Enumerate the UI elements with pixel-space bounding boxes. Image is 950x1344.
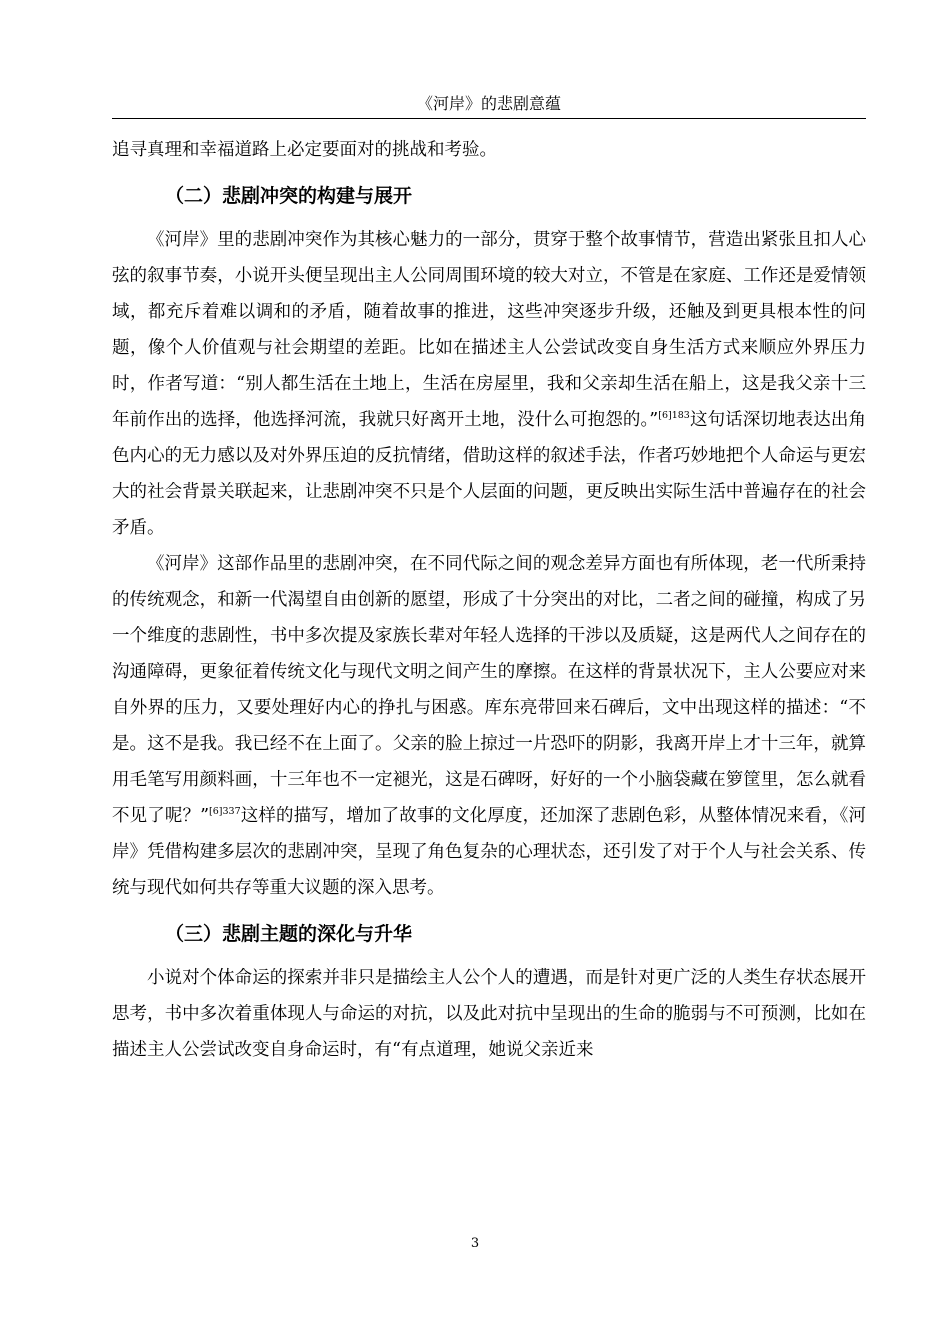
paragraph-text: 这样的描写，增加了故事的文化厚度，还加深了悲剧色彩，从整体情况来看，《河岸》凭借构建多层次的悲剧冲突，呈现了角色复杂的心理状态，还引发了对于个人与社会关系、传统与现代如何共存等重大议题的深入思考。 <box>112 806 867 898</box>
paragraph-text: 《河岸》这部作品里的悲剧冲突，在不同代际之间的观念差异方面也有所体现，老一代所秉持的传统观念，和新一代渴望自由创新的愿望，形成了十分突出的对比，二者之间的碰撞，构成了另一个维度的悲剧性，书中多次提及家族长辈对年轻人选择的干涉以及质疑，这是两代人之间存在的沟通障碍，更象征着传统文化与现代文明之间产生的摩擦。在这样的背景状况下，主人公要应对来自外界的压力，又要处理好内心的挣扎与困惑。库东亮带回来石碑后，文中出现这样的描述：“不是。这不是我。我已经不在上面了。父亲的脸上掠过一片恐吓的阴影，我离开岸上才十三年，就算用毛笔写用颜料画，十三年也不一定褪光，这是石碑呀，好好的一个小脑袋藏在箩筐里，怎么就看不见了呢？” <box>112 554 866 826</box>
header-title: 《河岸》的悲剧意蕴 <box>416 94 561 113</box>
paragraph-text: 这句话深切地表达出角色内心的无力感以及对外界压迫的反抗情绪，借助这样的叙述手法，作者巧妙地把个人命运与更宏大的社会背景关联起来，让悲剧冲突不只是个人层面的问题，更反映出实际生活中普遍存在的社会矛盾。 <box>112 410 866 538</box>
section-heading-tragic-conflict: （二）悲剧冲突的构建与展开 <box>165 185 413 207</box>
paragraph-conflict-2 <box>112 546 866 906</box>
page-number: 3 <box>470 1236 480 1251</box>
running-header <box>112 92 866 119</box>
citation-superscript: [6]337 <box>209 806 241 817</box>
intro-line: 追寻真理和幸福道路上必定要面对的挑战和考验。 <box>112 140 497 160</box>
paragraph-text: 《河岸》里的悲剧冲突作为其核心魅力的一部分，贯穿于整个故事情节，营造出紧张且扣人心弦的叙事节奏，小说开头便呈现出主人公同周围环境的较大对立，不管是在家庭、工作还是爱情领域，都充斥着难以调和的矛盾，随着故事的推进，这些冲突逐步升级，还触及到更具根本性的问题，像个人价值观与社会期望的差距。比如在描述主人公尝试改变自身生活方式来顺应外界压力时，作者写道：“别人都生活在土地上，生活在房屋里，我和父亲却生活在船上，这是我父亲十三年前作出的选择，他选择河流，我就只好离开土地，没什么可抱怨的。” <box>112 230 866 430</box>
paragraph-theme-1: 小说对个体命运的探索并非只是描绘主人公个人的遭遇，而是针对更广泛的人类生存状态展开思考，书中多次着重体现人与命运的对抗，以及此对抗中呈现出的生命的脆弱与不可预测，比如在描述主人公尝试改变自身命运时，有“有点道理，她说父亲近来 <box>112 968 866 1060</box>
paragraph-conflict-1 <box>112 222 866 546</box>
section-heading-tragic-theme: （三）悲剧主题的深化与升华 <box>165 923 413 945</box>
document-body <box>112 132 866 1068</box>
citation-superscript: [6]183 <box>658 410 690 421</box>
